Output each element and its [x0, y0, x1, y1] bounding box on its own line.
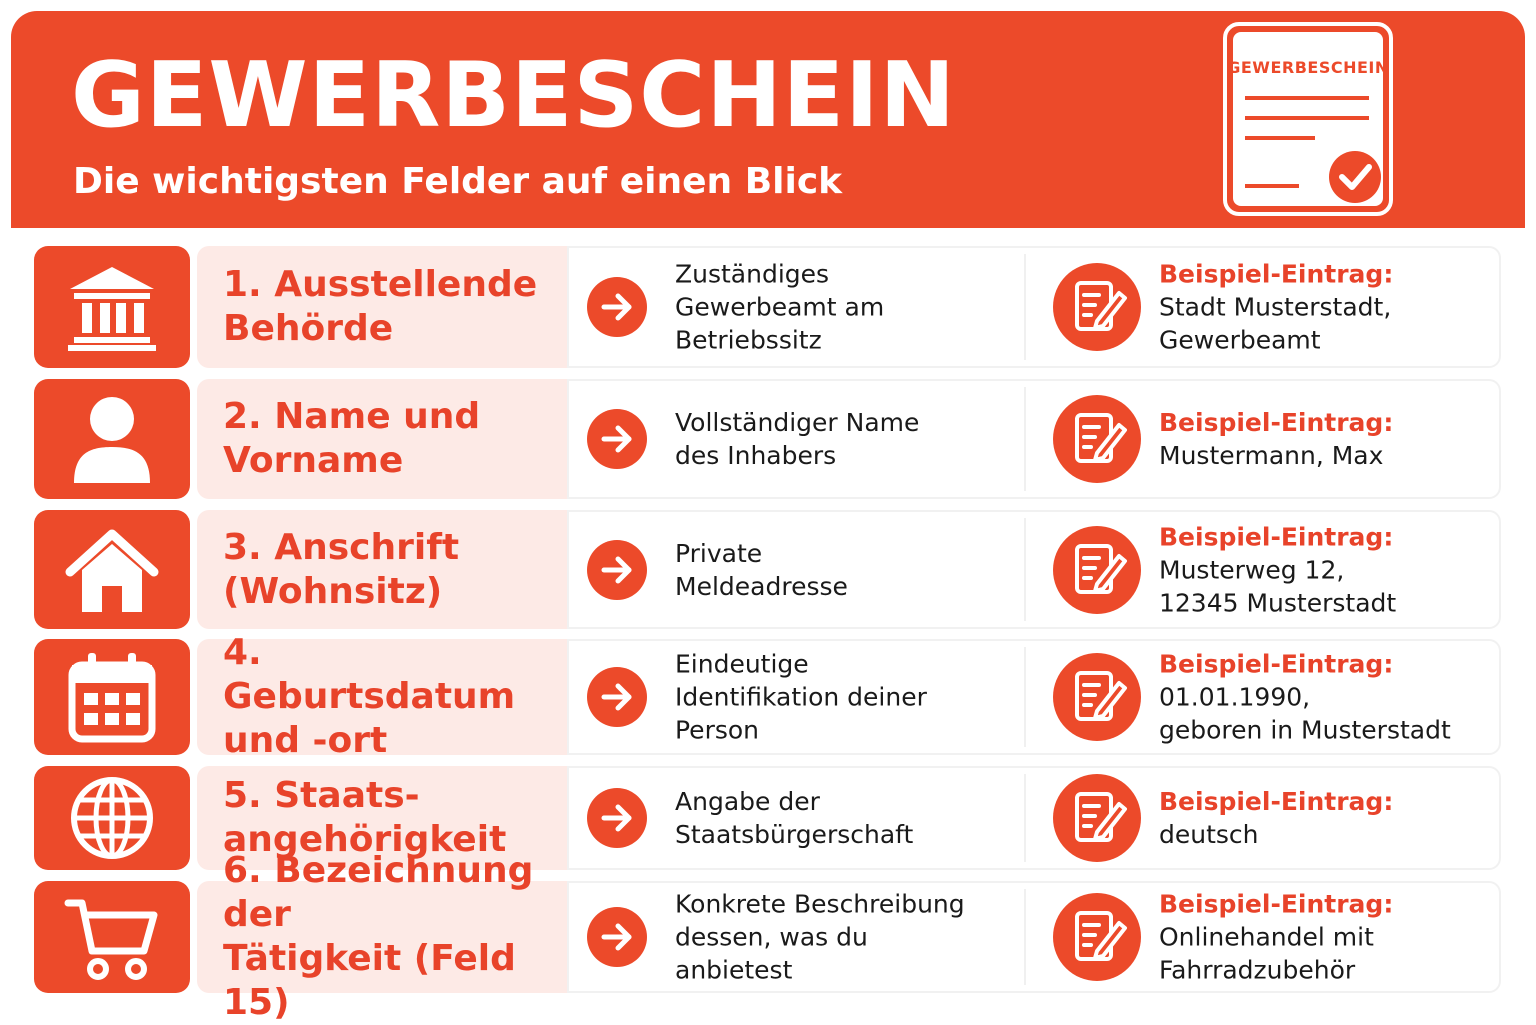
field-description: Konkrete Beschreibung dessen, was du anbietest — [675, 889, 965, 985]
example-entry — [1159, 520, 1499, 619]
example-label: Beispiel-Eintrag: — [1159, 649, 1394, 679]
card-divider — [1024, 387, 1026, 491]
field-title-box — [197, 379, 569, 499]
field-row — [0, 510, 1536, 629]
example-label: Beispiel-Eintrag: — [1159, 787, 1394, 816]
field-title: 1. Ausstellende Behörde — [223, 264, 538, 349]
cart-icon — [34, 881, 190, 993]
field-title-box — [197, 510, 569, 629]
card-divider — [1024, 889, 1026, 985]
example-entry — [1159, 648, 1499, 747]
example-value: Stadt Musterstadt, Gewerbeamt — [1159, 292, 1392, 355]
field-card — [567, 881, 1501, 993]
field-row — [0, 632, 1536, 761]
house-icon — [34, 510, 190, 629]
field-title: 4. Geburtsdatum und -ort — [223, 632, 516, 761]
field-card — [567, 510, 1501, 629]
certificate-document-icon — [1223, 22, 1393, 216]
arrow-right-icon — [587, 409, 647, 469]
calendar-icon — [34, 639, 190, 755]
header-banner — [11, 11, 1525, 228]
card-divider — [1024, 647, 1026, 747]
field-title-box — [197, 246, 569, 368]
arrow-right-icon — [587, 540, 647, 600]
field-title: 3. Anschrift (Wohnsitz) — [223, 526, 460, 612]
example-value: Musterweg 12, 12345 Musterstadt — [1159, 555, 1397, 617]
field-title: 5. Staats- angehörigkeit — [223, 775, 507, 860]
example-label: Beispiel-Eintrag: — [1159, 889, 1394, 919]
edit-document-icon — [1053, 526, 1141, 614]
field-title: 6. Bezeichnung der Tätigkeit (Feld 15) — [223, 850, 534, 1023]
example-entry — [1159, 785, 1499, 851]
field-card — [567, 766, 1501, 870]
field-row — [0, 850, 1536, 1023]
example-label: Beispiel-Eintrag: — [1159, 408, 1394, 437]
field-description: Zuständiges Gewerbeamt am Betriebssitz — [675, 259, 885, 355]
arrow-right-icon — [587, 907, 647, 967]
globe-icon — [34, 766, 190, 870]
field-description: Private Meldeadresse — [675, 538, 848, 601]
field-card — [567, 379, 1501, 499]
field-card — [567, 246, 1501, 368]
card-divider — [1024, 254, 1026, 360]
edit-document-icon — [1053, 653, 1141, 741]
field-card — [567, 639, 1501, 755]
example-label: Beispiel-Eintrag: — [1159, 522, 1394, 551]
person-icon — [34, 379, 190, 499]
field-row — [0, 246, 1536, 368]
edit-document-icon — [1053, 395, 1141, 483]
example-value: Onlinehandel mit Fahrradzubehör — [1159, 922, 1374, 985]
field-description: Eindeutige Identifikation deiner Person — [675, 649, 927, 745]
example-entry — [1159, 888, 1499, 987]
edit-document-icon — [1053, 893, 1141, 981]
arrow-right-icon — [587, 788, 647, 848]
page-subtitle: Die wichtigsten Felder auf einen Blick — [73, 161, 843, 202]
example-value: Mustermann, Max — [1159, 441, 1384, 470]
building-icon — [34, 246, 190, 368]
field-row — [0, 379, 1536, 499]
card-divider — [1024, 518, 1026, 621]
field-title: 2. Name und Vorname — [223, 396, 481, 481]
example-value: deutsch — [1159, 820, 1259, 849]
edit-document-icon — [1053, 263, 1141, 351]
edit-document-icon — [1053, 774, 1141, 862]
arrow-right-icon — [587, 667, 647, 727]
example-label: Beispiel-Eintrag: — [1159, 259, 1394, 289]
example-value: 01.01.1990, geboren in Musterstadt — [1159, 682, 1451, 745]
example-entry — [1159, 258, 1499, 357]
card-divider — [1024, 774, 1026, 862]
field-title-box — [197, 632, 569, 761]
field-description: Vollständiger Name des Inhabers — [675, 408, 920, 470]
certificate-label: GEWERBESCHEIN — [1227, 58, 1389, 77]
page-title: GEWERBESCHEIN — [71, 43, 956, 148]
arrow-right-icon — [587, 277, 647, 337]
field-title-box — [197, 850, 569, 1023]
example-entry — [1159, 406, 1499, 472]
field-description: Angabe der Staatsbürgerschaft — [675, 787, 914, 849]
